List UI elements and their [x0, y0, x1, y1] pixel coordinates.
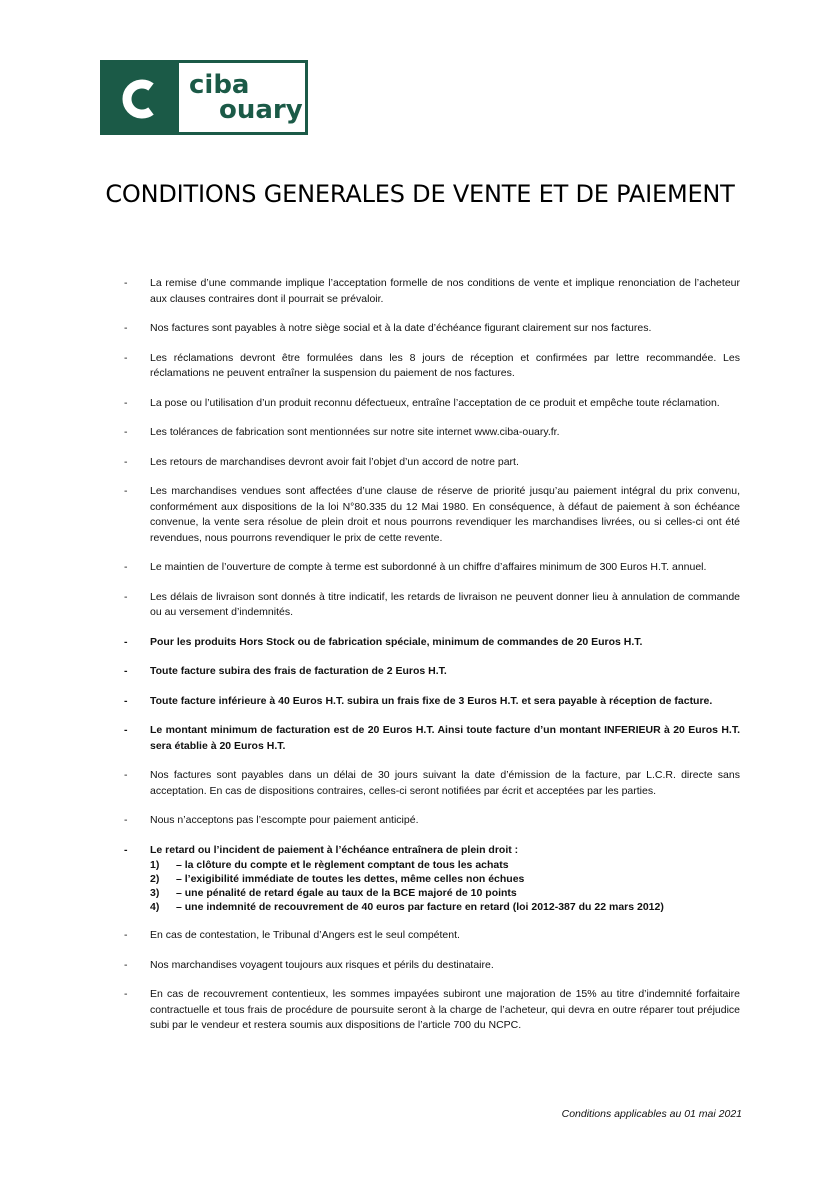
- penalty-item: 4) – une indemnité de recouvrement de 40 euros par facture en retard (loi 2012-387 du 22 mars 2012): [150, 901, 664, 913]
- clause-text: La pose ou l’utilisation d’un produit reconnu défectueux, entraîne l’acceptation de ce produit et empêche toute réclamation.: [150, 396, 720, 409]
- clause-text: Nous n’acceptons pas l’escompte pour paiement anticipé.: [150, 814, 419, 826]
- clause-text: Les retours de marchandises devront avoir fait l’objet d’un accord de notre part.: [150, 455, 519, 468]
- penalty-item: 3) – une pénalité de retard égale au taux de la BCE majoré de 10 points: [150, 887, 517, 899]
- clause-text: Nos factures sont payables dans un délai de 30 jours suivant la date d’émission de la facture, par L.C.R. directe sans acceptation. En cas de dispositions contraires, celles-ci seront notifiées par écrit et acceptées par les parties.: [150, 769, 740, 797]
- clause-text: Le maintien de l’ouverture de compte à terme est subordonné à un chiffre d’affaires minimum de 300 Euros H.T. annuel.: [150, 561, 707, 573]
- clause: - Nos marchandises voyagent toujours aux risques et périls du destinataire.: [124, 958, 494, 971]
- conditions-list: [120, 276, 740, 1048]
- clause: - Les délais de livraison sont donnés à titre indicatif, les retards de livraison ne peuvent donner lieu à annulation de commande ou au versement d’indemnités.: [124, 590, 740, 618]
- page-title: CONDITIONS GENERALES DE VENTE ET DE PAIEMENT: [105, 180, 735, 208]
- clause: - En cas de contestation, le Tribunal d’Angers est le seul compétent.: [124, 929, 460, 941]
- clause: - Les marchandises vendues sont affectées d’une clause de réserve de priorité jusqu’au paiement intégral du prix convenu, conformément aux dispositions de la loi N°80.335 du 12 Mai 1980. En conséquence, à défaut de paiement à son échéance convenue, la vente sera résolue de plein droit et nous pourrons revendiquer les marchandises livrées, ou si celles-ci ont été revendues, nous pourrons revendiquer le prix de cette revente.: [124, 485, 740, 544]
- effective-date-note: Conditions applicables au 01 mai 2021: [561, 1108, 742, 1120]
- clause: - La remise d’une commande implique l’acceptation formelle de nos conditions de vente et implique renonciation de l’acheteur aux clauses contraires dont il pourrait se prévaloir.: [124, 277, 740, 305]
- clause: - Nos factures sont payables dans un délai de 30 jours suivant la date d’émission de la facture, par L.C.R. directe sans acceptation. En cas de dispositions contraires, celles-ci seront notifiées par écrit et acceptées par les parties.: [124, 769, 740, 797]
- logo-wordmark: [179, 63, 305, 132]
- clause-text: Toute facture subira des frais de facturation de 2 Euros H.T.: [150, 665, 447, 677]
- clause-text: Le retard ou l’incident de paiement à l’échéance entraînera de plein droit :: [150, 843, 519, 856]
- clause: - Les réclamations devront être formulées dans les 8 jours de réception et confirmées par lettre recommandée. Les réclamations ne peuvent entraîner la suspension du paiement de nos factures.: [124, 351, 740, 379]
- logo-line-1: ciba: [189, 69, 250, 100]
- clause-text: Pour les produits Hors Stock ou de fabrication spéciale, minimum de commandes de 20 Euros H.T.: [150, 635, 643, 648]
- clause-text: Nos marchandises voyagent toujours aux risques et périls du destinataire.: [150, 958, 494, 971]
- clause-text: Nos factures sont payables à notre siège social et à la date d’échéance figurant clairement sur nos factures.: [150, 322, 652, 334]
- clause: - Les tolérances de fabrication sont mentionnées sur notre site internet www.ciba-ouary.fr.: [124, 426, 560, 438]
- clause: - Le maintien de l’ouverture de compte à terme est subordonné à un chiffre d’affaires minimum de 300 Euros H.T. annuel.: [124, 561, 707, 573]
- clause-text: Les délais de livraison sont donnés à titre indicatif, les retards de livraison ne peuvent donner lieu à annulation de commande ou au versement d’indemnités.: [150, 590, 740, 618]
- clause: - Nos factures sont payables à notre siège social et à la date d’échéance figurant clairement sur nos factures.: [124, 322, 652, 334]
- clause: - Les retours de marchandises devront avoir fait l’objet d’un accord de notre part.: [124, 455, 519, 468]
- clause: - La pose ou l’utilisation d’un produit reconnu défectueux, entraîne l’acceptation de ce produit et empêche toute réclamation.: [124, 396, 720, 409]
- clause: - Le montant minimum de facturation est de 20 Euros H.T. Ainsi toute facture d’un montant INFERIEUR à 20 Euros H.T. sera établie à 20 Euros H.T.: [124, 724, 740, 752]
- clause-text: En cas de contestation, le Tribunal d’Angers est le seul compétent.: [150, 929, 460, 941]
- clause-text: Le montant minimum de facturation est de 20 Euros H.T. Ainsi toute facture d’un montant INFERIEUR à 20 Euros H.T. sera établie à 20 Euros H.T.: [150, 724, 740, 752]
- clause: - Nous n’acceptons pas l’escompte pour paiement anticipé.: [124, 814, 419, 826]
- clause: - Toute facture inférieure à 40 Euros H.T. subira un frais fixe de 3 Euros H.T. et sera payable à réception de facture.: [124, 694, 713, 707]
- clause: - Pour les produits Hors Stock ou de fabrication spéciale, minimum de commandes de 20 Euros H.T.: [124, 635, 643, 648]
- clause-text: Les marchandises vendues sont affectées d’une clause de réserve de priorité jusqu’au paiement intégral du prix convenu, conformément aux dispositions de la loi N°80.335 du 12 Mai 1980. En conséquence, à défaut de paiement à son échéance convenue, la vente sera résolue de plein droit et nous pourrons revendiquer les marchandises livrées, ou si celles-ci ont été revendues, nous pourrons revendiquer le prix de cette revente.: [150, 485, 740, 544]
- clause-text: En cas de recouvrement contentieux, les sommes impayées subiront une majoration de 15% au titre d’indemnité forfaitaire contractuelle et tous frais de procédure de poursuite seront à la charge de l’acheteur, qui devra en outre réparer tout préjudice subi par le vendeur et restera soumis aux dispositions de l’article 700 du NCPC.: [150, 988, 740, 1031]
- company-logo: [100, 60, 308, 135]
- clause: - Le retard ou l’incident de paiement à l’échéance entraînera de plein droit : 1) – la clôture du compte et le règlement comptant de tous les achats 2) – l’exigibilité immédiate de toutes les dettes, même celles non échues 3) – une pénalité de retard égale au taux de la BCE majoré de 10 points 4) – une indemnité de recouvrement de 40 euros par facture en retard (loi 2012-387 du 22 mars 2012): [120, 843, 740, 915]
- clause-text: Toute facture inférieure à 40 Euros H.T. subira un frais fixe de 3 Euros H.T. et sera payable à réception de facture.: [150, 694, 713, 707]
- penalty-item: 1) – la clôture du compte et le règlement comptant de tous les achats: [150, 859, 509, 871]
- clause: - En cas de recouvrement contentieux, les sommes impayées subiront une majoration de 15% au titre d’indemnité forfaitaire contractuelle et tous frais de procédure de poursuite seront à la charge de l’acheteur, qui devra en outre réparer tout préjudice subi par le vendeur et restera soumis aux dispositions de l’article 700 du NCPC.: [124, 988, 740, 1031]
- penalty-item: 2) – l’exigibilité immédiate de toutes les dettes, même celles non échues: [150, 873, 525, 885]
- clause-text: Les tolérances de fabrication sont mentionnées sur notre site internet www.ciba-ouary.fr.: [150, 426, 560, 438]
- penalty-list: [150, 858, 740, 914]
- clause: - Toute facture subira des frais de facturation de 2 Euros H.T.: [124, 665, 447, 677]
- logo-mark: [103, 63, 179, 132]
- clause-text: La remise d’une commande implique l’acceptation formelle de nos conditions de vente et implique renonciation de l’acheteur aux clauses contraires dont il pourrait se prévaloir.: [150, 277, 740, 305]
- logo-line-2: ouary: [219, 94, 303, 125]
- c-letter-icon: [117, 77, 161, 121]
- clause-text: Les réclamations devront être formulées dans les 8 jours de réception et confirmées par lettre recommandée. Les réclamations ne peuvent entraîner la suspension du paiement de nos factures.: [150, 351, 740, 379]
